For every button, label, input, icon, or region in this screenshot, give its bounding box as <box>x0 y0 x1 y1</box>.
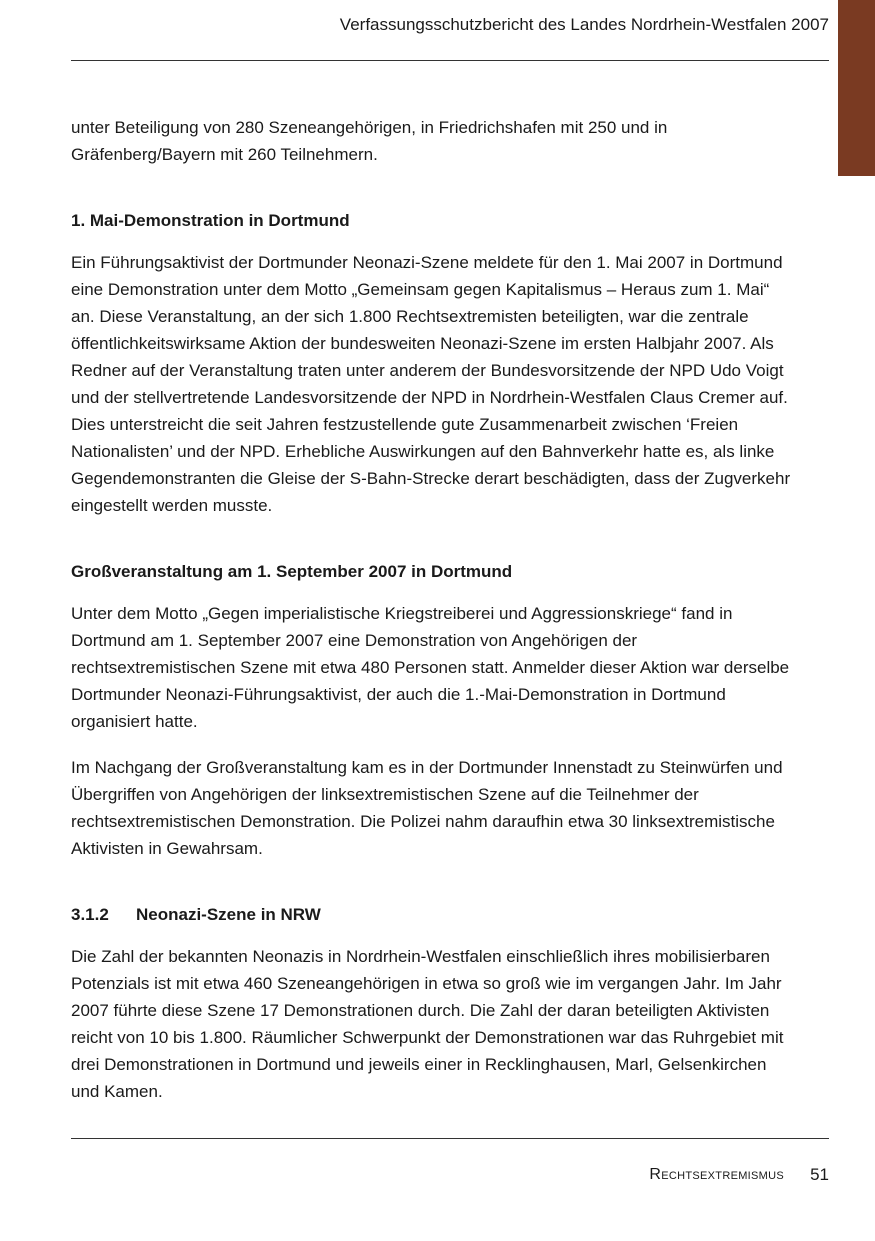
header-divider <box>71 60 829 61</box>
paragraph-neonazi-szene: Die Zahl der bekannten Neonazis in Nordrhein-Westfalen einschließlich ihres mobilisierbaren Potenzials ist mit etwa 460 Szeneangehörigen in etwa so groß wie im vergangen Jahr. Im Jahr 2007 führte diese Szene 17 Demonstrationen durch. Die Zahl der daran beteiligten Aktivisten reicht von 10 bis 1.800. Räumlicher Schwerpunkt der Demonstrationen war das Ruhrgebiet mit drei Demonstrationen in Dortmund und jeweils einer in Recklinghausen, Marl, Gelsenkirchen und Kamen. <box>71 947 784 1101</box>
footer-section-label: Rechtsextremismus <box>649 1166 784 1183</box>
page-number: 51 <box>810 1165 829 1184</box>
heading-section-3-1-2 <box>71 901 791 928</box>
running-header-title: Verfassungsschutzbericht des Landes Nordrhein-Westfalen 2007 <box>339 15 829 34</box>
section-title: Neonazi-Szene in NRW <box>136 905 321 924</box>
section-number: 3.1.2 <box>71 905 109 924</box>
page-body <box>71 114 791 1124</box>
footer-divider <box>71 1138 829 1139</box>
paragraph-nachgang: Im Nachgang der Großveranstaltung kam es in der Dortmunder Innenstadt zu Steinwürfen und Übergriffen von Angehörigen der linksextremistischen Szene auf die Teilnehmer der rechtsextremistischen Demonstration. Die Polizei nahm daraufhin etwa 30 linksextremistische Aktivisten in Gewahrsam. <box>71 758 783 858</box>
chapter-side-tab <box>838 0 875 176</box>
heading-grossveranstaltung: Großveranstaltung am 1. September 2007 in Dortmund <box>71 562 513 581</box>
paragraph-mai-demonstration: Ein Führungsaktivist der Dortmunder Neonazi-Szene meldete für den 1. Mai 2007 in Dortmund eine Demonstration unter dem Motto „Gemeinsam gegen Kapitalismus – Heraus zum 1. Mai“ an. Diese Veranstaltung, an der sich 1.800 Rechtsextremisten beteiligten, war die zentrale öffentlichkeitswirksame Aktion der bundesweiten Neonazi-Szene im ersten Halbjahr 2007. Als Redner auf der Veranstaltung traten unter anderem der Bundesvorsitzende der NPD Udo Voigt und der stellvertretende Landesvorsitzende der NPD in Nordrhein-Westfalen Claus Cremer auf. Dies unterstreicht die seit Jahren festzustellende gute Zusammenarbeit zwischen ‘Freien Nationalisten’ und der NPD. Erhebliche Auswirkungen auf den Bahnverkehr hatte es, als linke Gegendemonstranten die Gleise der S-Bahn-Strecke derart beschädigten, dass der Zugverkehr eingestellt werden musste. <box>71 253 791 515</box>
paragraph-continuation: unter Beteiligung von 280 Szeneangehörigen, in Friedrichshafen mit 250 und in Gräfenberg/Bayern mit 260 Teilnehmern. <box>71 118 668 164</box>
paragraph-grossveranstaltung: Unter dem Motto „Gegen imperialistische Kriegstreiberei und Aggressionskriege“ fand in Dortmund am 1. September 2007 eine Demonstration von Angehörigen der rechtsextremistischen Szene mit etwa 480 Personen statt. Anmelder dieser Aktion war derselbe Dortmunder Neonazi-Führungsaktivist, der auch die 1.-Mai-Demonstration in Dortmund organisiert hatte. <box>71 604 790 731</box>
heading-mai-demonstration: 1. Mai-Demonstration in Dortmund <box>71 211 350 230</box>
